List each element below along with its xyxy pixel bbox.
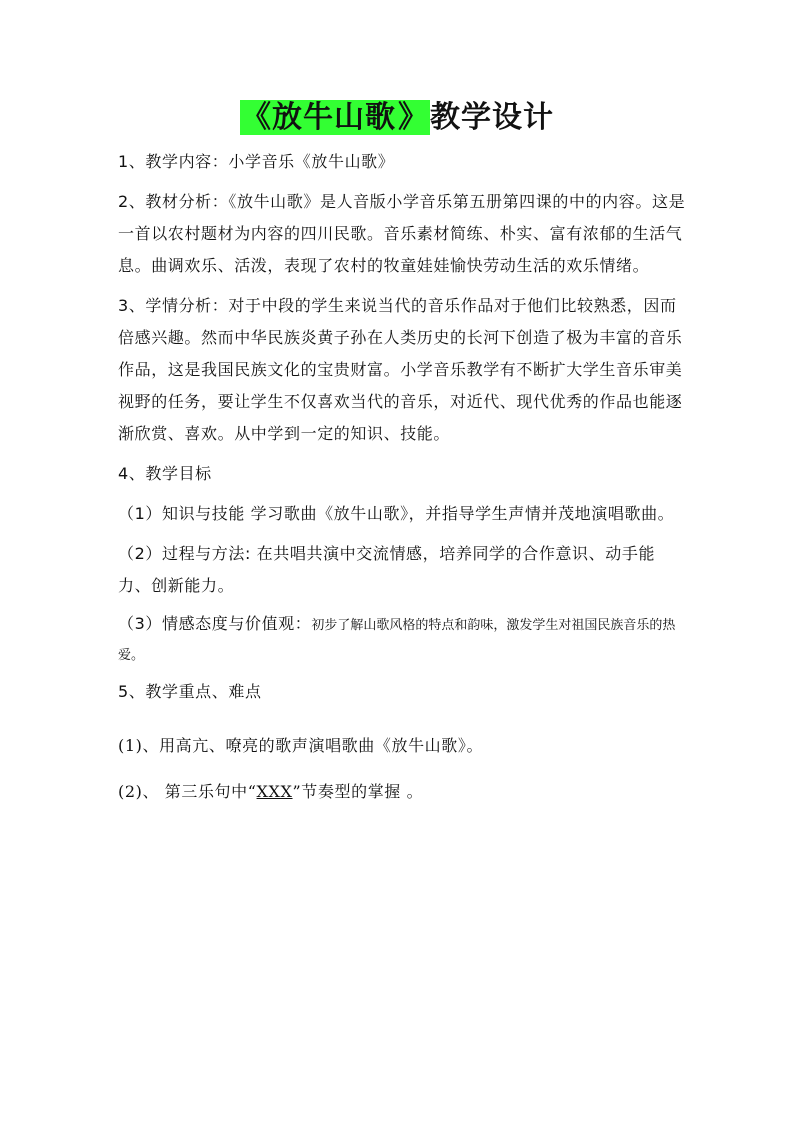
goal-process-methods: （2）过程与方法: 在共唱共演中交流情感，培养同学的合作意识、动手能力、创新能力。 bbox=[118, 544, 656, 595]
keypoint-2-suffix: ”节奏型的掌握 。 bbox=[292, 782, 424, 801]
goal-emotion-label: （3）情感态度与价值观： bbox=[118, 614, 312, 633]
keypoint-1: (1)、用高亢、嘹亮的歌声演唱歌曲《放牛山歌》。 bbox=[118, 736, 484, 755]
title-highlight-2: 》 bbox=[398, 100, 429, 135]
document-body bbox=[118, 146, 688, 808]
keypoint-2 bbox=[118, 776, 688, 808]
keypoint-2-prefix: (2)、 第三乐句中“ bbox=[118, 782, 257, 801]
section-content: 1、教学内容：小学音乐《放牛山歌》 bbox=[118, 152, 395, 171]
section-analysis: 2、教材分析：《放牛山歌》是人音版小学音乐第五册第四课的中的内容。这是一首以农村题材为内容的四川民歌。音乐素材简练、朴实、富有浓郁的生活气息。曲调欢乐、活泼，表现了农村的牧童娃娃愉快劳动生活的欢乐情绪。 bbox=[118, 192, 686, 275]
section-students: 3、学情分析：对于中段的学生来说当代的音乐作品对于他们比较熟悉，因而倍感兴趣。然而中华民族炎黄子孙在人类历史的长河下创造了极为丰富的音乐作品，这是我国民族文化的宝贵财富。小学音乐教学有不断扩大学生音乐审美视野的任务，要让学生不仅喜欢当代的音乐，对近代、现代优秀的作品也能逐渐欣赏、喜欢。从中学到一定的知识、技能。 bbox=[118, 296, 683, 443]
keypoint-2-rhythm: XXX bbox=[256, 782, 293, 801]
goal-knowledge-skills: （1）知识与技能 学习歌曲《放牛山歌》，并指导学生声情并茂地演唱歌曲。 bbox=[118, 504, 675, 523]
document-title bbox=[240, 100, 554, 136]
title-text: 教学设计 bbox=[430, 100, 554, 135]
goal-emotion-values bbox=[118, 610, 688, 670]
section-goals-heading: 4、教学目标 bbox=[118, 464, 212, 483]
goal-emotion-text: 初步了解山歌风格的特点和韵味，激发学生对祖国民族音乐的热爱。 bbox=[118, 618, 676, 663]
title-highlight-1: 《放牛山歌 bbox=[241, 100, 396, 135]
section-keypoints-heading: 5、教学重点、难点 bbox=[118, 682, 262, 701]
title-container bbox=[0, 100, 794, 136]
